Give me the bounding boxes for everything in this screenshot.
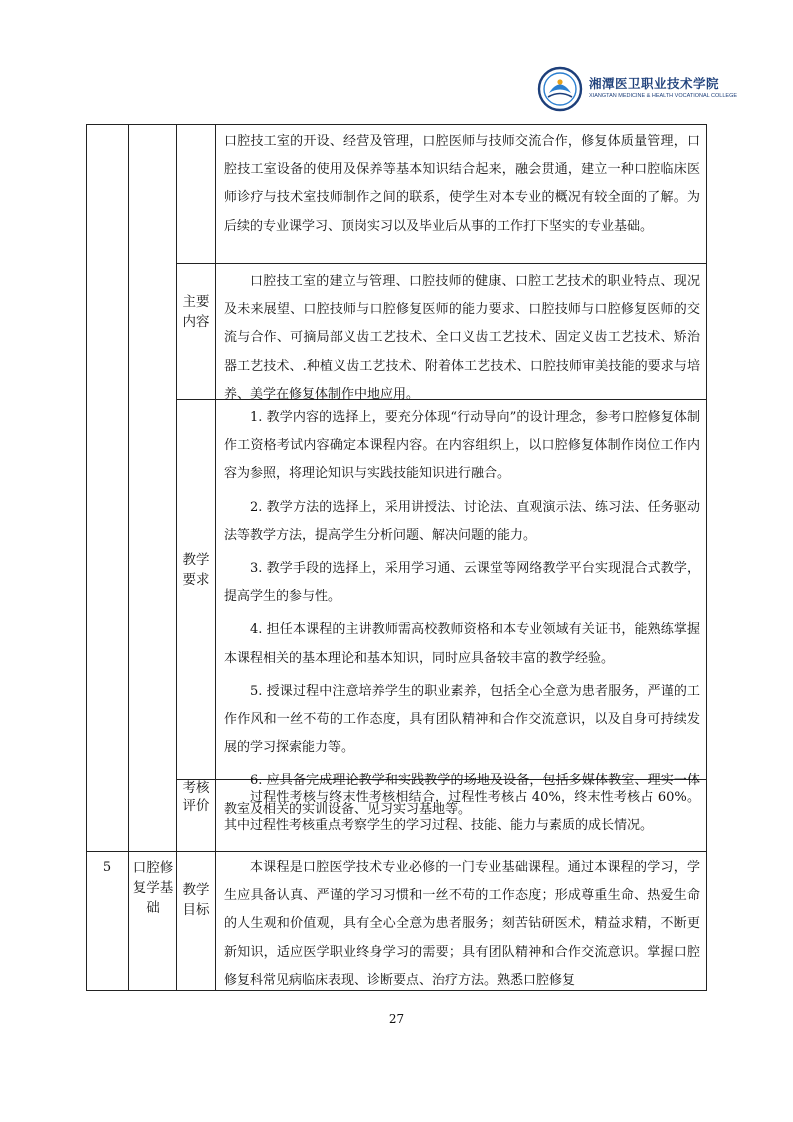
teaching-objective-label: 教学目标 [182,882,210,918]
table-border-top [86,124,707,125]
teaching-objective-text: 本课程是口腔医学技术专业必修的一门专业基础课程。通过本课程的学习，学生应具备认真、严谨的学习习惯和一丝不苟的工作态度；形成尊重生命、热爱生命的人生观和价值观，具有全心全意为患者服务；刻苦钻研医术，精益求精，不断更新知识，适应医学职业终身学习的需要；具有团队精神和合作交流意识。掌握口腔修复科常见病临床表现、诊断要点、治疗方法。熟悉口腔修复 [224,860,700,988]
assessment-label: 考核评价 [182,780,210,814]
assessment-text: 过程性考核与终末性考核相结合，过程性考核占 40%，终末性考核占 60%。其中过程性考核重点考察学生的学习过程、技能、能力与素质的成长情况。 [224,790,700,834]
teaching-requirements-label: 教学要求 [182,552,210,588]
college-name-cn: 湘潭医卫职业技术学院 [589,76,720,91]
teaching-requirement-item: 4. 担任本课程的主讲教师需高校教师资格和本专业领域有关证书，能熟练掌握本课程相关的基本理论和基本知识，同时应具备较丰富的教学经验。 [224,622,700,666]
row-line-course5 [86,851,707,852]
college-name-en: XIANGTAN MEDICINE & HEALTH VOCATIONAL COLLEGE [589,93,738,99]
teaching-requirement-item: 3. 教学手段的选择上，采用学习通、云课堂等网络教学平台实现混合式教学，提高学生的参与性。 [224,561,700,605]
page-number: 27 [388,1012,405,1026]
course-table [86,124,707,991]
teaching-requirement-item: 6. 应具备完成理论教学和实践教学的场地及设备，包括多媒体教室、理实一体教室及相关的实训设备、见习实习基地等。 [224,773,700,817]
column-line-3 [215,124,216,991]
main-content-text: 口腔技工室的建立与管理、口腔技师的健康、口腔工艺技术的职业特点、现况及未来展望、口腔技师与口腔修复医师的能力要求、口腔技师与口腔修复医师的交流与合作、可摘局部义齿工艺技术、全口义齿工艺技术、固定义齿工艺技术、矫治器工艺技术、.种植义齿工艺技术、附着体工艺技术、口腔技师审美技能的要求与培养、美学在修复体制作中地应用。 [224,274,700,402]
teaching-requirement-item: 2. 教学方法的选择上，采用讲授法、讨论法、直观演示法、练习法、任务驱动法等教学方法，提高学生分析问题、解决问题的能力。 [224,499,700,543]
teaching-requirements-list [224,404,700,824]
college-logo [537,66,738,112]
teaching-requirement-item: 5. 授课过程中注意培养学生的职业素养，包括全心全意为患者服务，严谨的工作作风和一丝不苟的工作态度，具有团队精神和合作交流意识，以及自身可持续发展的学习探索能力等。 [224,683,700,756]
continued-objective-text: 口腔技工室的开设、经营及管理，口腔医师与技师交流合作，修复体质量管理，口腔技工室设备的使用及保养等基本知识结合起来，融会贯通，建立一种口腔临床医师诊疗与技术室技师制作之间的联系，使学生对本专业的概况有较全面的了解。为后续的专业课学习、顶岗实习以及毕业后从事的工作打下坚实的专业基础。 [224,134,700,234]
course-name: 口腔修复学基础 [132,860,174,916]
teaching-requirement-item: 1. 教学内容的选择上，要充分体现“行动导向”的设计理念，参考口腔修复体制作工资格考试内容确定本课程内容。在内容组织上，以口腔修复体制作岗位工作内容为参照，将理论知识与实践技能知识进行融合。 [224,410,700,482]
row-line-main-content [176,263,707,264]
course-number: 5 [102,860,112,875]
table-border-right [706,124,707,991]
college-emblem-icon [537,66,585,112]
main-content-label: 主要内容 [182,294,210,330]
